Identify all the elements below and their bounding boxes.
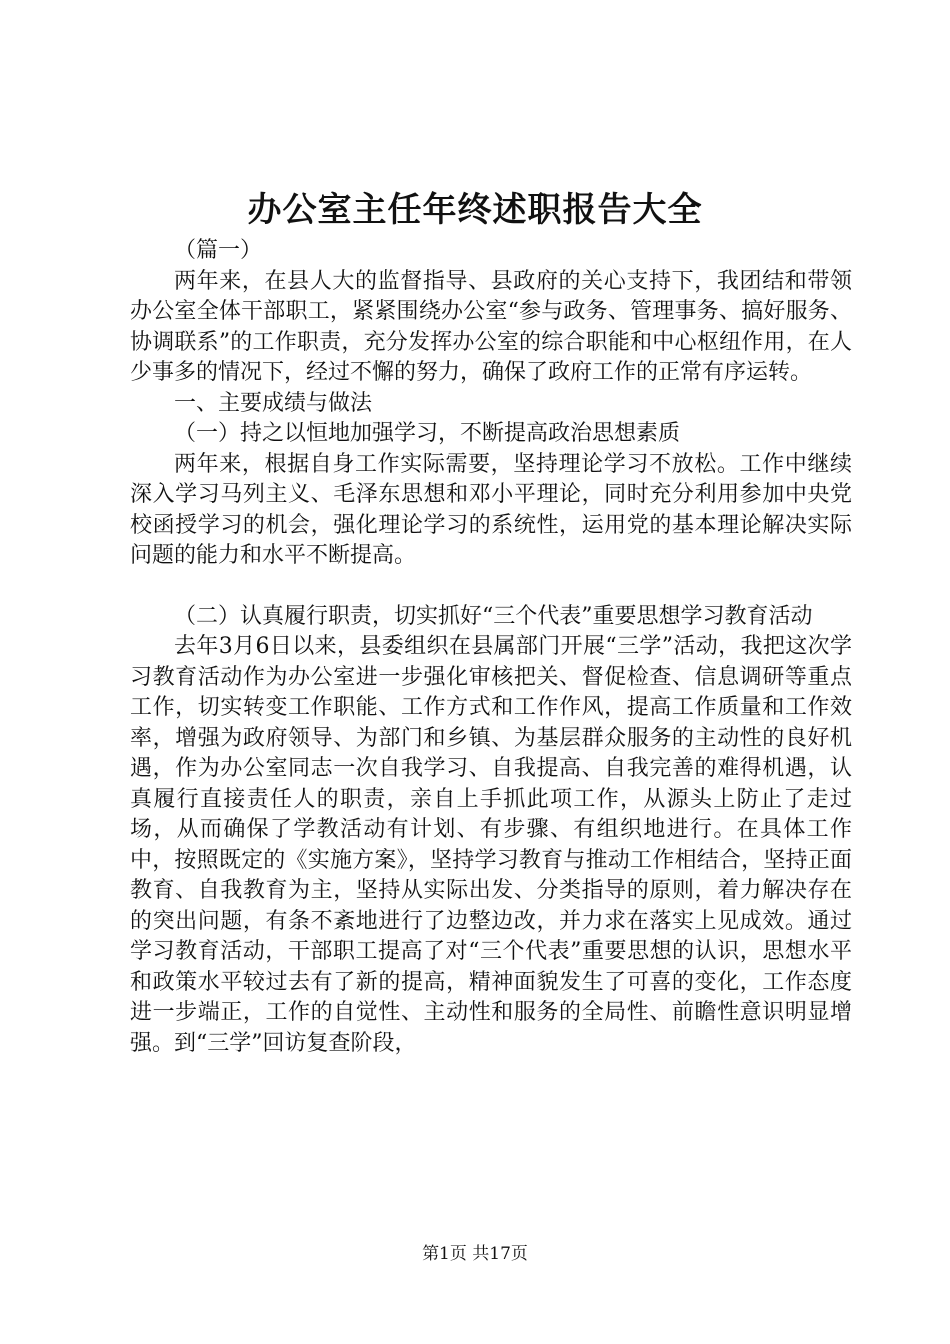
document-title: 办公室主任年终述职报告大全	[247, 190, 703, 230]
page-footer: 第1页 共17页	[422, 1244, 528, 1264]
paragraph-gap	[130, 572, 852, 602]
subsection-heading: （二）认真履行职责，切实抓好“三个代表”重要思想学习教育活动	[174, 603, 813, 629]
document-body	[130, 236, 852, 1059]
body-paragraph: 两年来，根据自身工作实际需要，坚持理论学习不放松。工作中继续深入学习马列主义、毛泽东思想和邓小平理论，同时充分利用参加中央党校函授学习的机会，强化理论学习的系统性，运用党的基本理论解决实际问题的能力和水平不断提高。	[130, 451, 852, 568]
subsection-heading: （一）持之以恒地加强学习，不断提高政治思想素质	[174, 421, 681, 446]
body-paragraph: 两年来，在县人大的监督指导、县政府的关心支持下，我团结和带领办公室全体干部职工，紧紧围绕办公室“参与政务、管理事务、搞好服务、协调联系”的工作职责，充分发挥办公室的综合职能和中心枢纽作用，在人少事多的情况下，经过不懈的努力，确保了政府工作的正常有序运转。	[130, 268, 852, 385]
section-heading: 一、主要成绩与做法	[174, 390, 373, 416]
section-label: （篇一）	[174, 238, 263, 263]
body-paragraph: 去年3月6日以来，县委组织在县属部门开展“三学”活动，我把这次学习教育活动作为办公室进一步强化审核把关、督促检查、信息调研等重点工作，切实转变工作职能、工作方式和工作作风，提高工作质量和工作效率，增强为政府领导、为部门和乡镇、为基层群众服务的主动性的良好机遇，作为办公室同志一次自我学习、自我提高、自我完善的难得机遇，认真履行直接责任人的职责，亲自上手抓此项工作，从源头上防止了走过场，从而确保了学教活动有计划、有步骤、有组织地进行。在具体工作中，按照既定的《实施方案》，坚持学习教育与推动工作相结合，坚持正面教育、自我教育为主，坚持从实际出发、分类指导的原则，着力解决存在的突出问题，有条不紊地进行了边整边改，并力求在落实上见成效。通过学习教育活动，干部职工提高了对“三个代表”重要思想的认识，思想水平和政策水平较过去有了新的提高，精神面貌发生了可喜的变化，工作态度进一步端正，工作的自觉性、主动性和服务的全局性、前瞻性意识明显增强。到“三学”回访复查阶段，	[130, 634, 852, 1056]
